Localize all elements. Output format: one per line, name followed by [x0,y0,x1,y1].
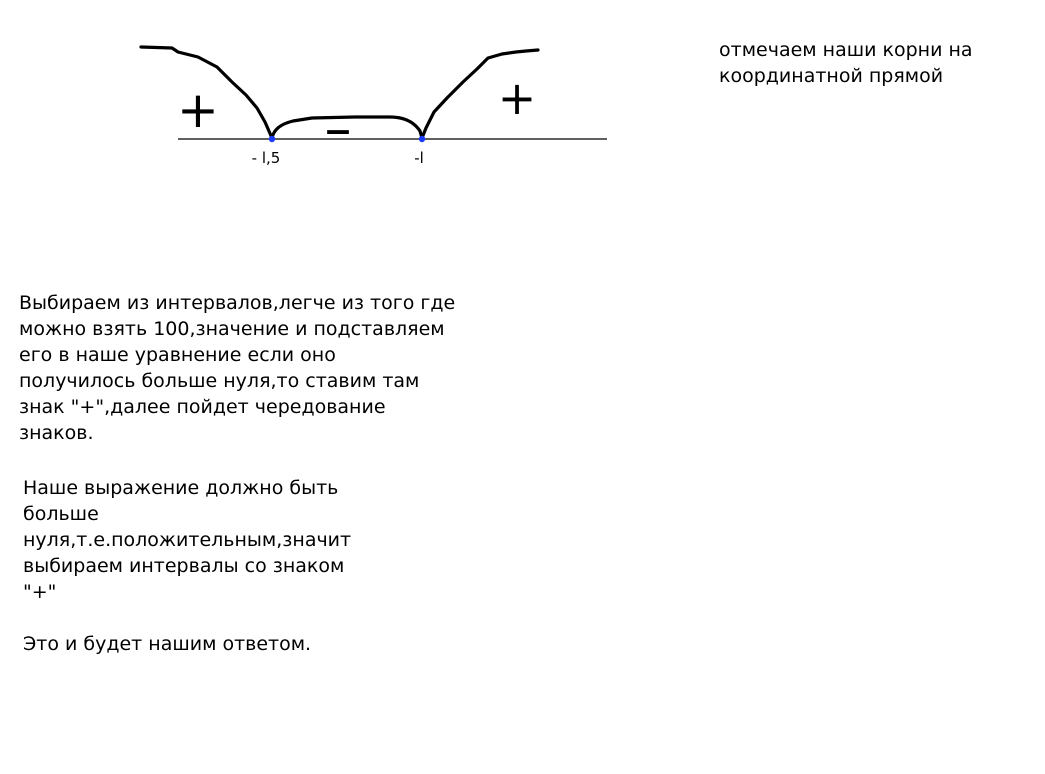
sign-left-interval: + [177,81,219,139]
root-point [419,136,425,142]
note-line: координатной прямой [719,65,944,87]
note-mark-roots [719,37,973,89]
note-line: нуля,т.е.положительным,значит [23,529,352,551]
root-label: - l,5 [251,149,281,167]
note-line: Выбираем из интервалов,легче из того где [19,292,456,314]
root-point [269,136,275,142]
note-line: знак "+",далее пойдет чередование [19,396,386,418]
note-line: знаков. [19,422,94,444]
note-line: отмечаем наши корни на [719,39,973,61]
note-line: "+" [23,581,57,603]
note-method [19,290,455,446]
sign-middle-interval: – [324,97,352,160]
note-line: выбираем интервалы со знаком [23,555,345,577]
note-answer [23,475,351,657]
note-line: получилось больше нуля,то ставим там [19,370,420,392]
note-line: Наше выражение должно быть [23,477,339,499]
spacer [23,605,351,631]
note-line: его в наше уравнение если оно [19,344,336,366]
answer-conclusion: Это и будет нашим ответом. [23,633,312,655]
note-line: больше [23,503,99,525]
note-line: можно взять 100,значение и подставляем [19,318,445,340]
sign-right-interval: + [497,71,537,125]
root-label: -l [414,149,424,167]
